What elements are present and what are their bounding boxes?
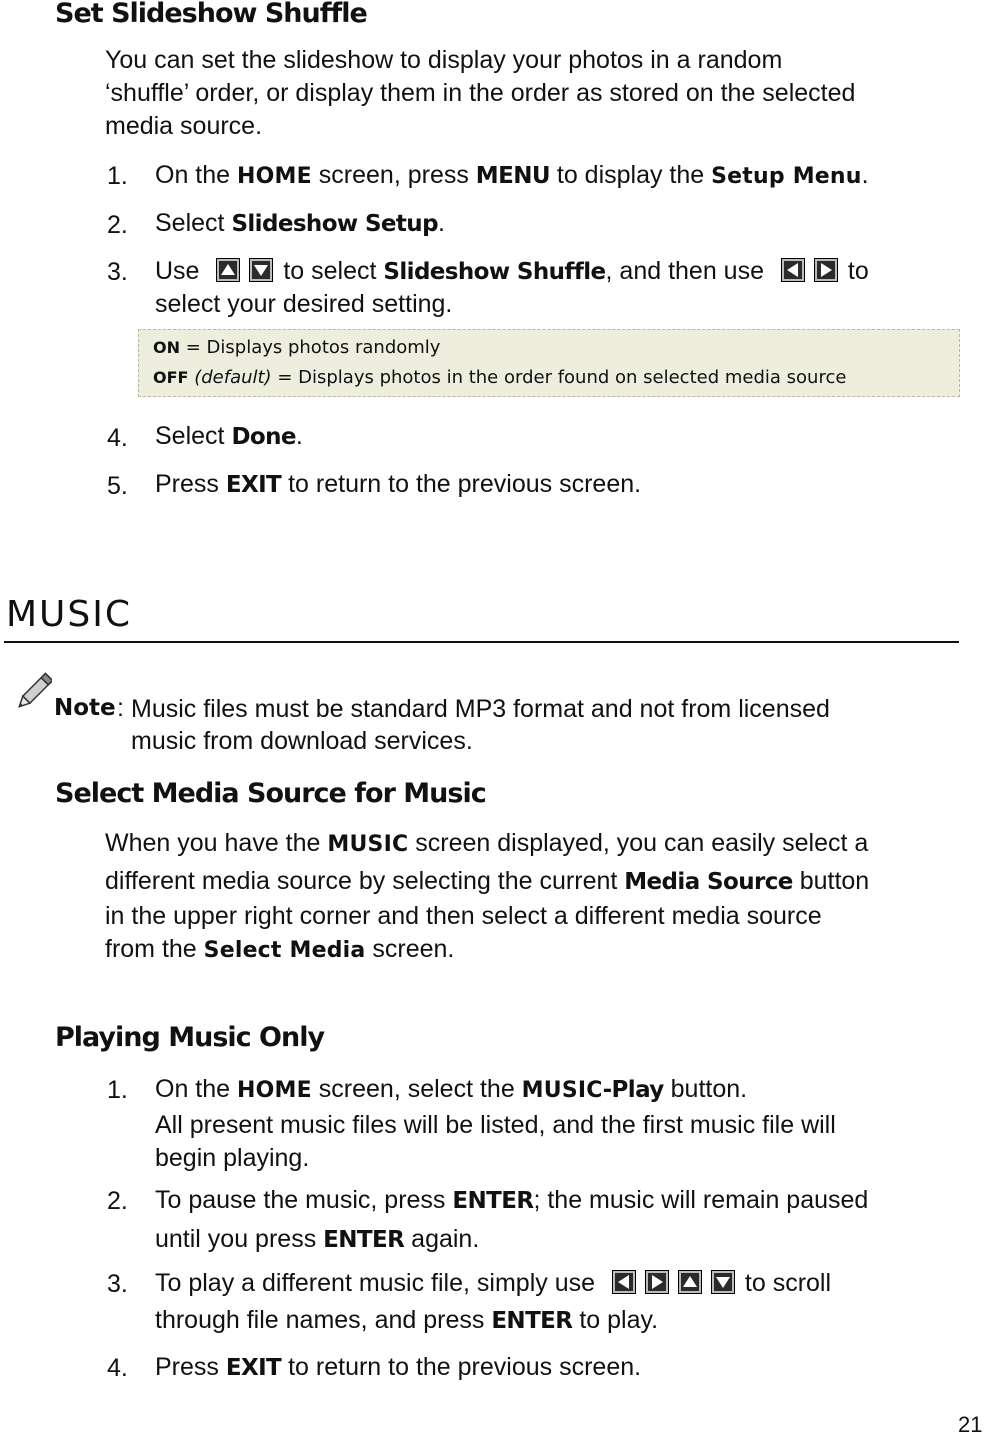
step-text: , and then use: [605, 257, 771, 285]
settings-box: [138, 329, 960, 397]
step-number: 4.: [107, 1354, 128, 1382]
exit-keyword: EXIT: [225, 472, 282, 498]
music-step-2: [155, 1184, 868, 1218]
slideshow-step-2: [155, 207, 445, 241]
step-text: .: [295, 422, 303, 450]
up-arrow-button-icon: [216, 258, 240, 282]
slideshow-heading: Set Slideshow Shuffle: [55, 0, 367, 29]
media-paragraph-line2: [105, 865, 869, 899]
paragraph-text: screen displayed, you can easily select a: [408, 829, 869, 857]
step-text: to return to the previous screen.: [281, 470, 642, 498]
slideshow-step-3-line2: select your desired setting.: [155, 290, 453, 318]
home-keyword: HOME: [237, 164, 312, 189]
setting-on: [153, 337, 440, 358]
step-number: 5.: [107, 472, 128, 500]
step-text: Press: [155, 470, 226, 498]
music-step-2-line2: [155, 1223, 479, 1257]
home-keyword: HOME: [237, 1078, 312, 1103]
exit-keyword: EXIT: [225, 1355, 282, 1381]
step-text: .: [437, 209, 445, 237]
playing-music-heading: Playing Music Only: [55, 1022, 325, 1053]
music-keyword: MUSIC: [327, 832, 409, 857]
step-number: 1.: [107, 1076, 128, 1104]
page-number: 21: [958, 1412, 983, 1437]
step-text: screen, select the: [311, 1075, 522, 1103]
step-text: through file names, and press: [155, 1306, 492, 1334]
note-colon: :: [117, 694, 124, 722]
right-arrow-button-icon: [645, 1270, 669, 1294]
step-text: Select: [155, 209, 232, 237]
enter-keyword: ENTER: [323, 1227, 405, 1253]
slideshow-intro: [105, 44, 965, 143]
step-number: 3.: [107, 258, 128, 286]
step-text: Press: [155, 1353, 226, 1381]
menu-keyword: MENU: [475, 163, 550, 189]
left-arrow-button-icon: [612, 1270, 636, 1294]
step-text: screen, press: [311, 161, 476, 189]
off-description: = Displays photos in the order found on selected media source: [271, 367, 847, 388]
step-text: Use: [155, 257, 207, 285]
step-text: button.: [663, 1075, 748, 1103]
step-text: On the: [155, 161, 237, 189]
play-keyword: -Play: [602, 1077, 664, 1103]
step-text: ; the music will remain paused: [533, 1186, 869, 1214]
music-step-4: [155, 1351, 641, 1385]
step-text: to scroll: [737, 1269, 832, 1297]
step-number: 2.: [107, 1187, 128, 1215]
default-label: (default): [194, 367, 272, 388]
slideshow-step-3: [155, 255, 869, 289]
music-step-1-line3: begin playing.: [155, 1144, 310, 1172]
done-keyword: Done: [231, 424, 296, 450]
step-text: to select: [276, 257, 384, 285]
slideshow-step-1: [155, 159, 869, 193]
on-label: ON: [153, 338, 180, 357]
left-arrow-button-icon: [781, 258, 805, 282]
music-section-title: MUSIC: [6, 594, 133, 635]
paragraph-text: different media source by selecting the current: [105, 867, 625, 895]
intro-line: You can set the slideshow to display your photos in a random: [105, 46, 783, 74]
down-arrow-button-icon: [249, 258, 273, 282]
up-arrow-button-icon: [678, 1270, 702, 1294]
off-label: OFF: [153, 368, 189, 387]
note-text-line2: music from download services.: [131, 727, 473, 755]
step-text: to play.: [572, 1306, 659, 1334]
note-label: Note: [54, 695, 116, 721]
slideshow-shuffle-keyword: Slideshow Shuffle: [383, 259, 606, 285]
step-text: .: [861, 161, 869, 189]
step-text: to: [840, 257, 869, 285]
media-paragraph-line3: in the upper right corner and then select a different media source: [105, 902, 822, 930]
paragraph-text: button: [792, 867, 870, 895]
music-step-1-line2: All present music files will be listed, and the first music file will: [155, 1111, 836, 1139]
music-step-3-line2: [155, 1304, 658, 1338]
intro-line: media source.: [105, 112, 263, 140]
slideshow-step-5: [155, 468, 641, 502]
on-description: = Displays photos randomly: [180, 337, 441, 358]
media-paragraph-line1: [105, 827, 868, 861]
slideshow-setup-keyword: Slideshow Setup: [231, 211, 438, 237]
step-text: On the: [155, 1075, 237, 1103]
step-text: to display the: [549, 161, 712, 189]
setup-menu-keyword: Setup Menu: [711, 164, 862, 189]
pencil-icon: [12, 672, 52, 716]
music-step-3: [155, 1267, 831, 1300]
paragraph-text: When you have the: [105, 829, 328, 857]
step-number: 3.: [107, 1270, 128, 1298]
section-divider: [4, 641, 959, 643]
note-text-line1: Music files must be standard MP3 format and not from licensed: [131, 695, 830, 723]
step-text: again.: [404, 1225, 480, 1253]
music-keyword: MUSIC: [521, 1078, 603, 1103]
step-text: To play a different music file, simply use: [155, 1269, 602, 1297]
step-number: 4.: [107, 424, 128, 452]
step-text: to return to the previous screen.: [281, 1353, 642, 1381]
step-text: Select: [155, 422, 232, 450]
step-text: until you press: [155, 1225, 324, 1253]
step-number: 1.: [107, 162, 128, 190]
enter-keyword: ENTER: [452, 1188, 534, 1214]
enter-keyword: ENTER: [491, 1308, 573, 1334]
right-arrow-button-icon: [814, 258, 838, 282]
setting-off: [153, 367, 846, 388]
paragraph-text: screen.: [365, 935, 455, 963]
paragraph-text: from the: [105, 935, 204, 963]
slideshow-step-4: [155, 420, 303, 454]
media-paragraph-line4: [105, 933, 454, 967]
media-source-keyword: Media Source: [624, 869, 793, 895]
down-arrow-button-icon: [711, 1270, 735, 1294]
select-media-keyword: Select Media: [203, 938, 366, 963]
step-number: 2.: [107, 211, 128, 239]
intro-line: ‘shuffle’ order, or display them in the order as stored on the selected: [105, 79, 856, 107]
media-source-heading: Select Media Source for Music: [55, 778, 486, 809]
step-text: To pause the music, press: [155, 1186, 453, 1214]
music-step-1: [155, 1073, 747, 1107]
